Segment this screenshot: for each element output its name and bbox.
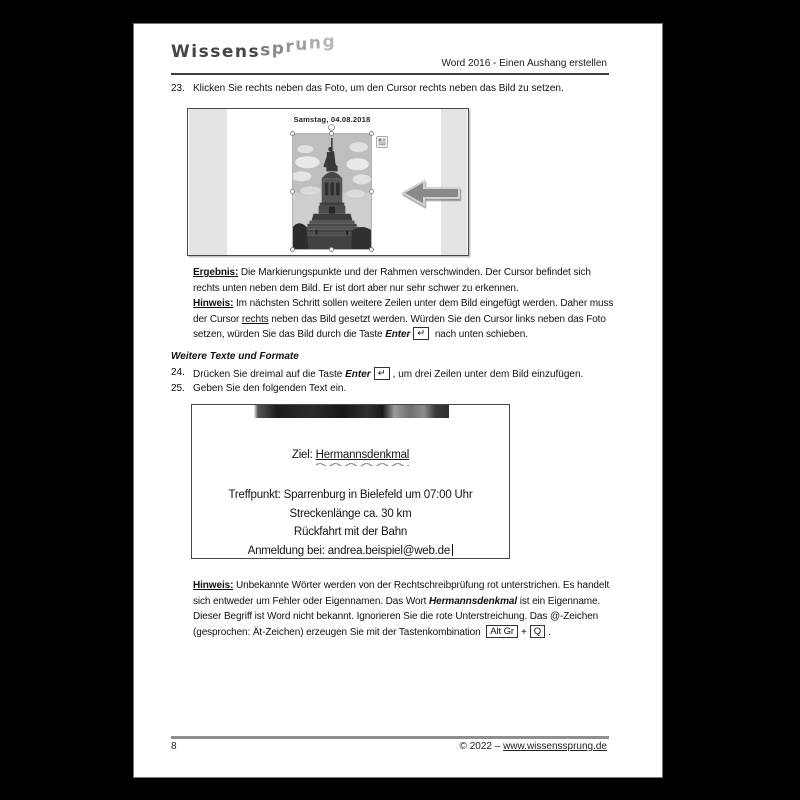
enter-label: Enter (385, 329, 411, 341)
rotate-handle-icon (328, 124, 335, 131)
typed-line: Rückfahrt mit der Bahn (293, 526, 408, 539)
selection-handle (290, 189, 295, 194)
document-title: Word 2016 - Einen Aushang erstellen (441, 58, 607, 69)
logo-rising-letter: u (295, 35, 309, 56)
logo-text-main: Wissens (171, 42, 261, 62)
underlined-word: rechts (241, 313, 269, 325)
layout-options-button (376, 136, 388, 148)
hint-1 (193, 296, 615, 343)
step-text: Klicken Sie rechts neben das Foto, um den Cursor rechts neben das Bild zu setzen. (193, 83, 564, 94)
selection-handle (329, 131, 334, 136)
hint-label: Hinweis: (193, 298, 234, 310)
typed-line: Anmeldung bei: andrea.beispiel@web.de (192, 542, 509, 561)
logo-rising-letter: s (260, 40, 272, 61)
result-hint-paragraph (193, 265, 615, 343)
hint-text: ist ein Eigenname. Dieser Begriff ist Word nicht bekannt. Ignorieren Sie die rote Unterstreichung. Das @-Zeichen (gesprochen: Ät-Zeichen) erzeugen Sie mit der Tastenkombination (193, 595, 601, 638)
hint-text: Unbekannte Wörter werden von der Rechtschreibprüfung rot unterstrichen. Es handelt sich entweder um Fehler oder Eigennamen. Das Wort (193, 580, 610, 607)
misspelled-word: Hermannsdenkmal (316, 449, 410, 461)
layout-options-icon (378, 138, 386, 146)
proper-noun: Hermannsdenkmal (429, 595, 518, 607)
step-text: Drücken Sie dreimal auf die Taste Enter ↵ , um drei Zeilen unter dem Bild einzufügen. (193, 368, 584, 380)
hint-2: Hinweis: Unbekannte Wörter werden von der Rechtschreibprüfung rot unterstrichen. Es handelt sich entweder um Fehler oder Eigennamen. Das Wort Hermannsdenkmal ist ein Eigenname. Dieser Begriff ist Word nicht bekannt. Ignorieren Sie die rote Unterstreichung. Das @-Zeichen (gesprochen: Ät-Zeichen) erzeugen Sie mit der Tastenkombination Alt Gr + Q . (193, 580, 610, 638)
document-page (133, 23, 663, 778)
result-text: Die Markierungspunkte und der Rahmen verschwinden. Der Cursor befindet sich rechts unten neben dem Bild. Er ist dort aber nur sehr schwer zu erkennen. (193, 267, 591, 294)
selection-handle (290, 131, 295, 136)
arrow-left-icon (400, 178, 462, 208)
step-number: 24. (171, 367, 185, 378)
section-heading: Weitere Texte und Formate (171, 351, 299, 362)
step-25 (171, 383, 346, 394)
enter-label: Enter (345, 369, 371, 380)
result-note (193, 265, 615, 296)
typed-line: Treffpunkt: Sparrenburg in Bielefeld um 07:00 Uhr (228, 489, 473, 501)
hint-label: Hinweis: (193, 580, 234, 591)
hint-text: Im nächsten Schritt sollen weitere Zeilen unter dem Bild eingefügt werden. Daher muss der Cursor (193, 298, 614, 325)
logo-rising-letter: p (271, 38, 286, 59)
step-number: 25. (171, 383, 185, 394)
logo-rising-letter: g (322, 32, 337, 52)
enter-key-icon: ↵ (413, 327, 429, 340)
plus-sign: + (520, 626, 527, 638)
date-caption: Samstag, 04.08.2018 (293, 115, 371, 124)
header-rule (171, 73, 609, 75)
selection-handle (329, 247, 334, 252)
hint-text: neben das Bild gesetzt werden. Würden Sie den Cursor links neben das Foto setzen, würden Sie das Bild durch die Taste (193, 313, 606, 341)
footer-rule (171, 736, 609, 739)
step-text: Geben Sie den folgenden Text ein. (193, 383, 347, 394)
hint-text: nach unten schieben. (432, 329, 528, 341)
step-24 (171, 367, 583, 380)
altgr-key-icon: Alt Gr (486, 625, 518, 638)
logo-rising-letter: r (285, 37, 296, 57)
website-link[interactable]: www.wissenssprung.de (503, 741, 607, 752)
selection-handle (290, 247, 295, 252)
q-key-icon: Q (530, 625, 545, 638)
typed-line: Streckenlänge ca. 30 km (289, 507, 412, 520)
step-23 (171, 83, 564, 94)
logo-rising-letter: n (308, 33, 323, 54)
photo-selection-frame (292, 133, 372, 250)
result-label: Ergebnis: (193, 267, 239, 278)
step-number: 23. (171, 83, 185, 94)
enter-key-icon: ↵ (374, 367, 390, 380)
footer-copyright: © 2022 – www.wissenssprung.de (459, 741, 607, 752)
photo-bottom-strip (254, 405, 449, 418)
selection-handle (369, 189, 374, 194)
monument-photo (293, 134, 371, 249)
page-number: 8 (171, 741, 177, 752)
typed-line-ziel: Ziel: Hermannsdenkmal (192, 449, 509, 461)
spellcheck-wavy-underline (316, 462, 410, 466)
selection-handle (369, 247, 374, 252)
screenshot-photo-selected (187, 108, 469, 256)
screenshot-typed-text (191, 404, 510, 559)
text-cursor (452, 544, 453, 556)
selection-handle (369, 131, 374, 136)
wissenssprung-logo (171, 32, 337, 72)
page-margin-strip-left (189, 109, 227, 255)
typed-lines (192, 486, 509, 560)
